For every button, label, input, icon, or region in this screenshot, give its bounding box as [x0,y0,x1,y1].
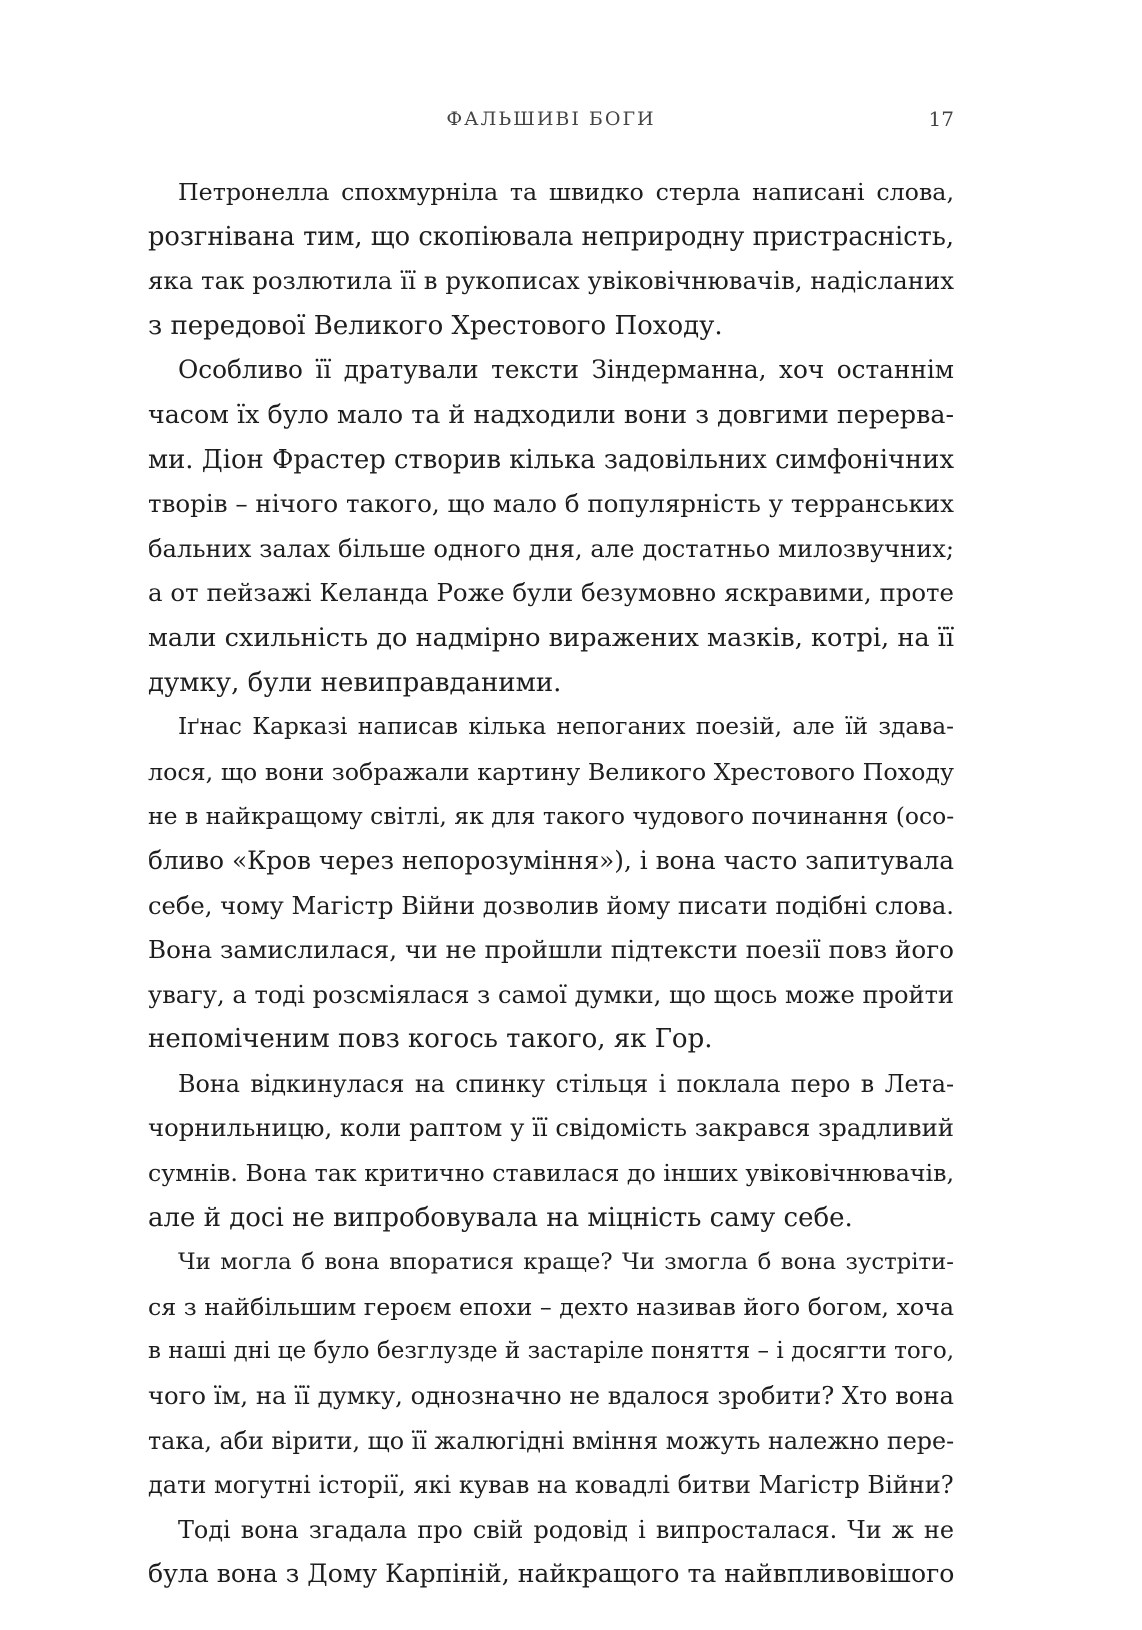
text-line: в наші дні це було безглузде й застаріле поняття – і досягти того, [148,1338,955,1365]
text-line: непоміченим повз когось такого, як Гор. [148,1024,713,1055]
running-header [148,104,954,134]
text-line: Чи могла б вона впоратися краще? Чи змогла б вона зустріти- [178,1249,954,1276]
text-line: чорнильницю, коли раптом у її свідомість закрався зрадливий [148,1113,954,1143]
text-line: з передової Великого Хрестового Походу. [148,310,723,341]
text-line: себе, чому Магістр Війни дозволив йому писати подібні слова. [148,891,954,920]
text-line: ми. Діон Фрастер створив кілька задовільних симфонічних [148,444,954,475]
text-line: часом їх було мало та й надходили вони з довгими перерва- [148,399,954,429]
text-line: бальних залах більше одного дня, але достатньо милозвучних; [148,534,954,563]
text-line: чого їм, на її думку, однозначно не вдалося зробити? Хто вона [148,1381,954,1411]
text-line: розгнівана тим, що скопіювала неприродну пристрасність, [148,221,954,252]
text-line: яка так розлютила її в рукописах увіковічнювачів, надісланих [148,266,954,296]
text-line: Іґнас Карказі написав кілька непоганих поезій, але їй здава- [178,713,954,741]
text-line: бливо «Кров через непорозуміння»), і вона часто запитувала [148,845,954,875]
text-line: а от пейзажі Келанда Роже були безумовно яскравими, проте [148,578,954,608]
body-text [148,170,954,1597]
text-line: дати могутні історії, які кував на ковадлі битви Магістр Війни? [148,1471,954,1500]
text-line: думку, були невиправданими. [148,667,562,698]
text-line: не в найкращому світлі, як для такого чудового починання (осо- [148,802,955,831]
text-line: мали схильність до надмірно виражених мазків, котрі, на її [148,622,955,653]
text-line: ся з найбільшим героєм епохи – дехто називав його богом, хоча [148,1292,954,1321]
text-line: Особливо її дратували тексти Зіндерманна, хоч останнім [178,355,954,385]
text-line: сумнів. Вона так критично ставилася до інших увіковічнювачів, [148,1159,954,1188]
paragraph [148,348,954,705]
paragraph [148,1062,954,1240]
page-number: 17 [928,107,954,131]
text-line: Вона відкинулася на спинку стільця і поклала перо в Лета- [178,1069,954,1098]
paragraph [148,1240,954,1508]
text-line: творів – нічого такого, що мало б популярність у терранських [148,489,954,519]
text-line: така, аби вірити, що її жалюгідні вміння можуть належно пере- [148,1426,955,1455]
text-line: але й досі не випробовувала на міцність саму себе. [148,1202,853,1233]
text-line: Вона замислилася, чи не пройшли підтексти поезії повз його [148,935,954,965]
text-line: лося, що вони зображали картину Великого Хрестового Походу [148,757,954,786]
text-line: Тоді вона згадала про свій родовід і випросталася. Чи ж не [178,1515,954,1544]
text-line: була вона з Дому Карпіній, найкращого та найвпливовішого [148,1559,955,1589]
paragraph [148,170,954,348]
text-line: Петронелла спохмурніла та швидко стерла написані слова, [178,178,954,206]
paragraph [148,1508,954,1597]
running-title: ФАЛЬШИВІ БОГИ [446,108,656,130]
text-line: увагу, а тоді розсміялася з самої думки, що щось може пройти [148,980,954,1009]
paragraph [148,705,954,1062]
